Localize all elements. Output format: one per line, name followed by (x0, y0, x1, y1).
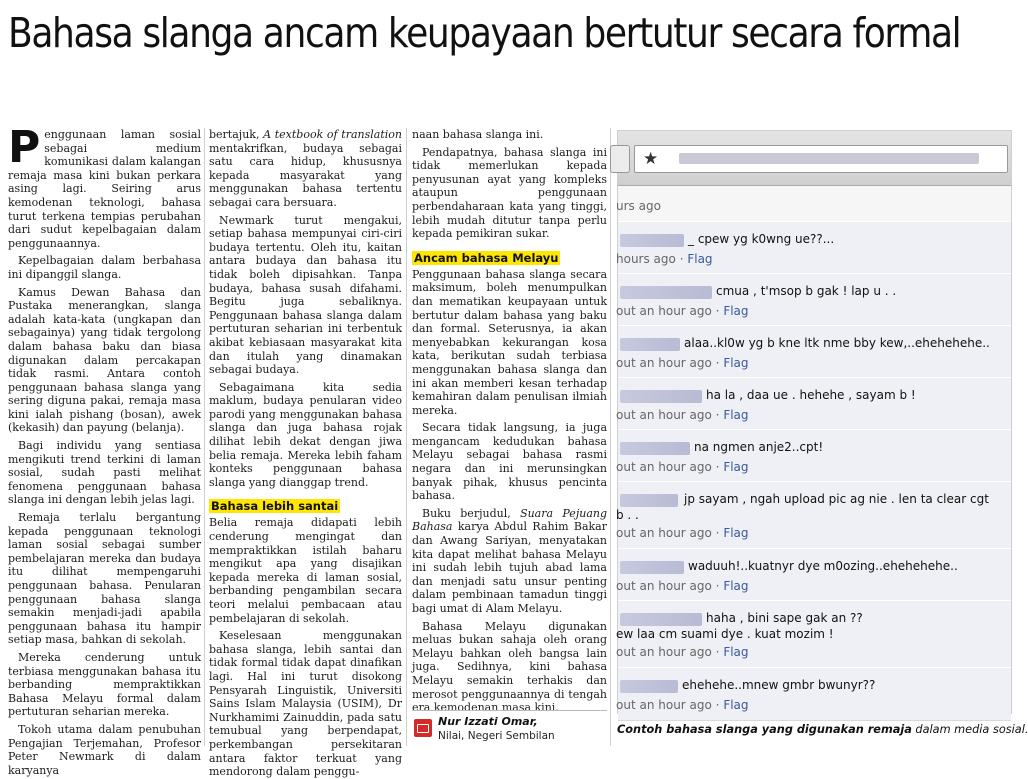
comment-meta: out an hour ago · Flag (616, 579, 749, 593)
social-media-screenshot (617, 130, 1012, 714)
flag-link[interactable]: Flag (723, 304, 749, 318)
paragraph: Bahasa Melayu digunakan meluas bukan sahaja oleh orang Melayu bahkan oleh bangsa lain juga. Sedihnya, kini bahasa Melayu semakin terhakis dan merosot penggunaannya di tengah era kemodenan masa kini. (412, 619, 607, 715)
paragraph: naan bahasa slanga ini. (412, 128, 544, 141)
flag-link[interactable]: Flag (723, 526, 749, 540)
comment-item (618, 325, 1011, 379)
star-icon[interactable]: ★ (643, 149, 659, 169)
comment-text: haha , bini sape gak an ?? (706, 611, 863, 625)
comment-meta: out an hour ago · Flag (616, 526, 749, 540)
comment-item (618, 548, 1011, 602)
comment-item (618, 221, 1011, 275)
comment-meta: out an hour ago · Flag (616, 304, 749, 318)
comment-meta: out an hour ago · Flag (616, 460, 749, 474)
address-bar[interactable] (634, 145, 1008, 173)
paragraph: Tokoh utama dalam penubuhan Pengajian Terjemahan, Profesor Peter Newmark di dalam karyanya (8, 722, 201, 777)
comment-item (618, 600, 1011, 668)
browser-toolbar (618, 131, 1011, 186)
paragraph: Keselesaan menggunakan bahasa slanga, lebih santai dan tidak formal tidak dapat dinafikan lagi. Hal ini turut disokong Pensyarah Linguistik, Universiti Sains Islam Malaysia (USIM), Dr Nurkhamimi Zainuddin, pada satu temubual yang berpendapat, perkembangan persekitaran antara faktor terkuat yang mendorong dalam penggu- (209, 629, 402, 779)
comment-text: waduuh!..kuatnyr dye m0ozing..ehehehehe.. (688, 559, 958, 573)
article-column-1 (8, 122, 201, 777)
back-button[interactable] (610, 145, 630, 173)
headline: Bahasa slanga ancam keupayaan bertutur secara formal (8, 9, 961, 57)
flag-link[interactable]: Flag (723, 408, 749, 422)
article-column-2 (209, 128, 402, 779)
comment-meta: out an hour ago · Flag (616, 408, 749, 422)
comment-text-continued: b . . (616, 508, 639, 522)
blurred-username (620, 390, 702, 403)
flag-link[interactable]: Flag (723, 356, 749, 370)
comment-meta: out an hour ago · Flag (616, 645, 749, 659)
blurred-username (620, 442, 690, 455)
comment-text: na ngmen anje2..cpt! (694, 440, 824, 454)
paragraph: Buku berjudul, Suara Pejuang Bahasa karya Abdul Rahim Bakar dan Awang Sariyan, menyatakan kita dapat melihat bahasa Melayu ini sudah lebih tujuh abad lama dan menjadi satu unsur penting dalam pembinaan tamadun tinggi bagi umat di Alam Melayu. (412, 506, 607, 615)
paragraph: Kepelbagaian dalam berbahasa ini dipanggil slanga. (8, 254, 201, 281)
paragraph: Remaja terlalu bergantung kepada penggunaan teknologi laman sosial sebagai sumber pembelajaran mereka dan budaya itu dilihat mempengaruhi penggunaan bahasa. Penularan penggunaan bahasa slanga semakin menjadi-jadi apabila penggunaan bahasa itu hampir setiap masa, bahkan di sekolah. (8, 511, 201, 647)
comment-item (618, 429, 1011, 483)
comment-text: ehehehe..mnew gmbr bwunyr?? (682, 678, 876, 692)
comment-text: alaa..kl0w yg b kne ltk nme bby kew,..ehehehehe.. (684, 336, 990, 350)
paragraph: Belia remaja didapati lebih cenderung mengingat dan mempraktikkan istilah baharu mengikut apa yang disajikan kepada mereka di laman sosial, berbanding pengambilan secara teori melalui pembacaan atau pembelajaran di sekolah. (209, 516, 402, 625)
timestamp: urs ago (616, 199, 661, 213)
author-location: Nilai, Negeri Sembilan (438, 730, 555, 742)
subheading-bahasa-lebih-santai: Bahasa lebih santai (211, 499, 339, 514)
comment-text: ha la , daa ue . hehehe , sayam b ! (706, 388, 916, 402)
comment-text-continued: ew laa cm suami dye . kuat mozim ! (616, 627, 834, 641)
blurred-username (620, 613, 702, 626)
subheading-ancam-bahasa-melayu: Ancam bahasa Melayu (414, 250, 559, 265)
comment-item (618, 481, 1011, 549)
paragraph: Pendapatnya, bahasa slanga ini tidak memerlukan kepada penyusunan ayat yang kompleks ataupun penggunaan perbendaharaan kata yang tinggi, lebih mudah ditutur tanpa perlu kepada pemikiran sukar. (412, 145, 607, 241)
mail-icon (414, 719, 432, 737)
comment-meta: out an hour ago · Flag (616, 356, 749, 370)
flag-link[interactable]: Flag (723, 645, 749, 659)
comment-item (618, 273, 1011, 327)
paragraph: Secara tidak langsung, ia juga mengancam kedudukan bahasa Melayu sebagai bahasa rasmi negara dan ini merunsingkan banyak pihak, khusus pencinta bahasa. (412, 421, 607, 503)
comment-item (618, 377, 1011, 431)
column-divider (406, 128, 407, 746)
column-divider (610, 128, 611, 746)
blurred-username (620, 680, 678, 693)
drop-cap: P (8, 122, 41, 173)
comment-text: _ cpew yg k0wng ue??... (688, 232, 835, 246)
blurred-username (620, 286, 712, 299)
paragraph: Bagi individu yang sentiasa mengikuti trend terkini di laman sosial, sudah pasti melihat fenomena penggunaan bahasa slanga ini dengan lebih jelas lagi. (8, 439, 201, 507)
flag-link[interactable]: Flag (687, 252, 713, 266)
byline (412, 710, 607, 751)
blurred-url (679, 153, 979, 164)
comment-text: cmua , t'msop b gak ! lap u . . (716, 284, 897, 298)
article-column-3 (412, 128, 607, 715)
blurred-username (620, 234, 684, 247)
comment-meta: hours ago · Flag (616, 252, 713, 266)
paragraph: Kamus Dewan Bahasa dan Pustaka menerangkan, slanga adalah kata-kata (ungkapan dan sebagainya) yang tidak tergolong dalam bahasa baku dan biasa digunakan dalam percakapan tidak rasmi. Antara contoh penggunaan bahasa slanga yang sering diguna pakai, remaja masa kini ialah pishang (bosan), awek (kekasih) dan payung (belanja). (8, 285, 201, 435)
flag-link[interactable]: Flag (723, 579, 749, 593)
blurred-username (620, 494, 678, 507)
flag-link[interactable]: Flag (723, 698, 749, 712)
paragraph: Mereka cenderung untuk terbiasa menggunakan bahasa itu berbanding mempraktikkan Bahasa Melayu formal dalam pertuturan seharian mereka. (8, 650, 201, 719)
blurred-username (620, 338, 680, 351)
comment-meta: out an hour ago · Flag (616, 698, 749, 712)
paragraph-1: Penggunaan laman sosial sebagai medium komunikasi dalam kalangan remaja masa kini bukan perkara asing lagi. Seiring arus kemodenan teknologi, bahasa turut terkena tempias perubahan dari sudut kepelbagaian dalam penggunaannya. (8, 122, 201, 250)
comment-item (618, 667, 1011, 721)
author-name: Nur Izzati Omar, (438, 715, 538, 728)
paragraph: Penggunaan bahasa slanga secara maksimum, boleh menumpulkan dan mematikan keupayaan untuk bertutur dalam bahasa yang baku dan formal. Seterusnya, ia akan menyebabkan kekurangan kosa kata, berikutan sudah terbiasa menggunakan bahasa slanga dan ini akan memberi kesan terhadap kemahiran dalam penulisan ilmiah mereka. (412, 267, 607, 417)
comment-text: jp sayam , ngah upload pic ag nie . len ta clear cgt (684, 492, 989, 506)
paragraph: Newmark turut mengakui, setiap bahasa mempunyai ciri-ciri budaya tertentu. Oleh itu, kaitan antara budaya dan bahasa itu tidak boleh dipisahkan. Tanpa budaya, bahasa susah difahami. Begitu juga sebaliknya. Penggunaan bahasa slanga dalam pertuturan seharian ini terbentuk akibat kebiasaan masyarakat kita dan itulah yang dinamakan sebagai budaya. (209, 213, 402, 377)
photo-caption: Contoh bahasa slanga yang digunakan remaja dalam media sosial. (617, 723, 1028, 736)
flag-link[interactable]: Flag (723, 460, 749, 474)
blurred-username (620, 561, 684, 574)
column-divider (204, 128, 205, 746)
paragraph: Sebagaimana kita sedia maklum, budaya penularan video parodi yang menggunakan bahasa slanga dan juga bahasa rojak dilihat lebih dekat dengan jiwa belia remaja. Mereka lebih faham konteks penggunaan bahasa slanga yang dianggap trend. (209, 380, 402, 489)
paragraph: bertajuk, A textbook of translation mentakrifkan, budaya sebagai satu cara hidup, khususnya kepada masyarakat yang menggunakan bahasa tertentu sebagai cara bersuara. (209, 128, 402, 209)
